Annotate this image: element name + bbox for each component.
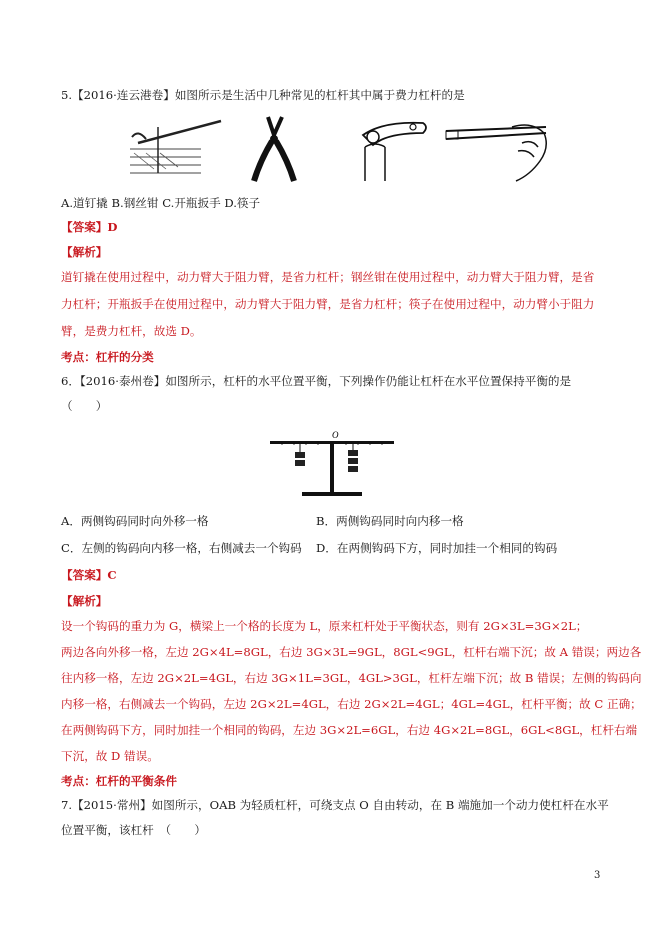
q6-option-d: D．在两侧钩码下方，同时加挂一个相同的钩码 <box>316 541 558 555</box>
q7-line2: 位置平衡，该杠杆 （ ） <box>61 823 206 837</box>
q6-analysis-line: 内移一格，右侧减去一个钩码，左边 2G×2L=4GL，右边 2G×2L=4GL；4GL=4GL，杠杆平衡；故 C 正确； <box>61 697 642 711</box>
q6-option-c: C．左侧的钩码向内移一格，右侧减去一个钩码 <box>61 541 302 555</box>
q6-analysis-line: 往内移一格，左边 2G×2L=4GL，右边 3G×1L=3GL，4GL>3GL，杠杆左端下沉；故 B 错误；左侧的钩码向 <box>61 671 642 685</box>
chopsticks-image <box>442 113 562 185</box>
bottle-opener-image <box>351 113 431 185</box>
q5-analysis-label: 【解析】 <box>61 245 108 259</box>
q5-analysis-line: 道钉撬在使用过程中，动力臂大于阻力臂，是省力杠杆；钢丝钳在使用过程中，动力臂大于阻力臂，是省 <box>61 270 595 284</box>
nail-puller-image <box>126 113 226 183</box>
q6-option-b: B．两侧钩码同时向内移一格 <box>316 514 464 528</box>
q5-answer <box>61 219 117 235</box>
weight <box>348 450 358 456</box>
q5-topic: 考点：杠杆的分类 <box>61 350 154 364</box>
q6-paren: （ ） <box>61 399 108 413</box>
weight <box>295 460 305 466</box>
q7-line1: 7.【2015·常州】如图所示，OAB 为轻质杠杆，可绕支点 O 自由转动，在 B 端施加一个动力使杠杆在水平 <box>61 798 609 812</box>
weight <box>348 458 358 464</box>
q6-analysis-line: 两边各向外移一格，左边 2G×4L=8GL，右边 3G×3L=9GL，8GL<9GL，杠杆右端下沉；故 A 错误；两边各 <box>61 645 642 659</box>
q6-analysis-line: 在两侧钩码下方，同时加挂一个相同的钩码，左边 3G×2L=6GL，右边 4G×2L=8GL，6GL<8GL，杠杆右端 <box>61 723 638 737</box>
q6-analysis-line: 设一个钩码的重力为 G，横梁上一个格的长度为 L，原来杠杆处于平衡状态，则有 2G×3L=3G×2L； <box>61 619 588 633</box>
q5-analysis-line: 臂，是费力杠杆，故选 D。 <box>61 324 202 338</box>
q6-topic: 考点：杠杆的平衡条件 <box>61 774 177 788</box>
q6-title: 6．【2016·泰州卷】如图所示，杠杆的水平位置平衡，下列操作仍能让杠杆在水平位置保持平衡的是 <box>61 374 572 388</box>
answer-label: 【答案】 <box>61 220 108 234</box>
pivot-label: O <box>332 430 339 440</box>
answer-value: D <box>107 220 118 234</box>
q6-option-a: A．两侧钩码同时向外移一格 <box>61 514 209 528</box>
q6-answer <box>61 567 117 583</box>
q5-options: A.道钉撬 B.钢丝钳 C.开瓶扳手 D.筷子 <box>61 196 261 210</box>
answer-value: C <box>107 568 117 582</box>
q6-lever-figure <box>262 428 402 500</box>
pliers-image <box>246 113 306 185</box>
weight <box>295 452 305 458</box>
answer-label: 【答案】 <box>61 568 108 582</box>
q5-figures <box>126 113 566 185</box>
q6-analysis-line: 下沉，故 D 错误。 <box>61 749 159 763</box>
q6-analysis-label: 【解析】 <box>61 594 108 608</box>
page-number: 3 <box>594 870 601 881</box>
q5-analysis-line: 力杠杆；开瓶扳手在使用过程中，动力臂大于阻力臂，是省力杠杆；筷子在使用过程中，动力臂小于阻力 <box>61 297 595 311</box>
q5-title: 5.【2016·连云港卷】如图所示是生活中几种常见的杠杆其中属于费力杠杆的是 <box>61 88 465 102</box>
weight <box>348 466 358 472</box>
